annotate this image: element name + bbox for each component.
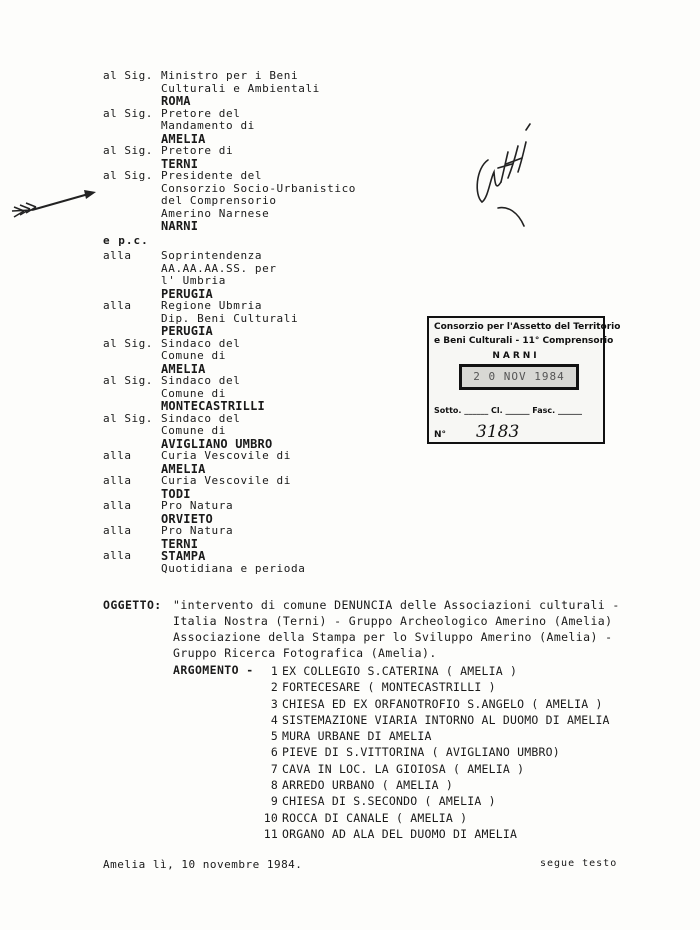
recipient-line: Soprintendenza [161, 249, 263, 262]
handwritten-annotation [468, 120, 538, 230]
recipient-entry [103, 108, 443, 146]
stamp-line-3: NARNI [492, 351, 540, 361]
recipient-city: PERUGIA [161, 286, 213, 301]
recipient-entry [103, 450, 443, 475]
topics-list [258, 663, 610, 842]
recipient-city: TERNI [161, 536, 199, 551]
topic-number: 5 [270, 729, 278, 744]
recipient-city: TERNI [161, 156, 199, 171]
recipient-prefix: alla [103, 299, 132, 312]
recipient-prefix: alla [103, 549, 132, 562]
subject-block [103, 597, 693, 661]
recipients-list-copy [103, 250, 443, 575]
topics-label: ARGOMENTO - [173, 663, 254, 677]
recipient-prefix: al Sig. [103, 69, 153, 82]
recipient-prefix: alla [103, 499, 132, 512]
topic-number: 10 [263, 810, 278, 825]
topic-number: 2 [270, 680, 278, 695]
topic-text: ROCCA DI CANALE ( AMELIA ) [282, 810, 468, 825]
recipient-line: Curia Vescovile di [161, 474, 292, 487]
arrow-icon [10, 185, 100, 225]
topic-item [258, 696, 610, 712]
topic-text: EX COLLEGIO S.CATERINA ( AMELIA ) [282, 664, 518, 678]
recipient-prefix: alla [103, 249, 132, 262]
recipient-city: TODI [161, 486, 191, 501]
recipient-line: Comune di [161, 349, 227, 362]
continued-note: segue testo [540, 858, 618, 869]
topic-text: MURA URBANE DI AMELIA [282, 729, 432, 744]
recipient-line: Mandamento di [161, 119, 255, 132]
recipient-city: MONTECASTRILLI [161, 399, 265, 413]
recipient-line: Culturali e Ambientali [161, 81, 320, 95]
recipient-line: Curia Vescovile di [161, 449, 292, 462]
topic-number: 7 [270, 761, 278, 776]
topic-text: FORTECESARE ( MONTECASTRILLI ) [282, 680, 496, 695]
recipient-line: Presidente del [161, 169, 263, 182]
recipient-prefix: al Sig. [103, 374, 153, 387]
topic-number: 9 [270, 794, 278, 809]
recipient-line: Comune di [161, 424, 227, 437]
subject-label: OGGETTO: [103, 598, 162, 612]
recipient-entry [103, 525, 443, 550]
recipient-entry [103, 145, 443, 170]
stamp-number-label: N° [434, 430, 447, 440]
recipient-prefix: al Sig. [103, 169, 153, 182]
recipient-city: ORVIETO [161, 511, 213, 526]
recipient-line: l' Umbria [161, 274, 227, 287]
stamp-line-1: Consorzio per l'Assetto del Territorio [434, 322, 621, 332]
recipient-city: PERUGIA [161, 324, 213, 338]
recipient-line: Regione Ubmria [161, 299, 263, 312]
stamp-date: 2 0 NOV 1984 [459, 364, 579, 390]
recipients-list-primary [103, 70, 443, 233]
recipient-city: STAMPA [161, 549, 206, 563]
topic-text: CHIESA ED EX ORFANOTROFIO S.ANGELO ( AMELIA ) [282, 696, 603, 711]
topic-item [258, 810, 610, 826]
recipient-entry [103, 500, 443, 525]
recipient-entry [103, 170, 443, 233]
recipient-city: AMELIA [161, 361, 206, 376]
recipient-entry [103, 413, 443, 451]
stamp-number-row [434, 422, 519, 442]
recipient-city: AMELIA [161, 131, 206, 146]
recipient-city: AVIGLIANO UMBRO [161, 436, 273, 451]
topic-item [258, 728, 610, 744]
epc-label: e p.c. [103, 233, 149, 247]
topic-item [258, 761, 610, 777]
recipient-line: del Comprensorio [161, 194, 277, 207]
recipient-line: Pretore del [161, 106, 241, 120]
recipient-line: Dip. Beni Culturali [161, 311, 299, 325]
recipient-entry [103, 338, 443, 376]
place-date: Amelia lì, 10 novembre 1984. [103, 858, 303, 871]
recipient-prefix: alla [103, 449, 132, 462]
topic-item [258, 826, 610, 842]
recipient-prefix: al Sig. [103, 106, 153, 120]
recipient-line: Ministro per i Beni [161, 69, 299, 82]
topic-text: CHIESA DI S.SECONDO ( AMELIA ) [282, 794, 496, 809]
recipient-line: Pretore di [161, 144, 234, 157]
recipient-line: Sindaco del [161, 336, 241, 350]
protocol-stamp [427, 316, 621, 444]
topic-number: 1 [270, 664, 278, 678]
recipient-prefix: al Sig. [103, 411, 153, 425]
stamp-number-value: 3183 [476, 422, 520, 442]
topic-text: ARREDO URBANO ( AMELIA ) [282, 778, 453, 793]
topic-text: PIEVE DI S.VITTORINA ( AVIGLIANO UMBRO) [282, 745, 560, 760]
recipient-line: AA.AA.AA.SS. per [161, 261, 277, 275]
subject-line-2: Italia Nostra (Terni) - Gruppo Archeologico Amerino (Amelia) [173, 614, 613, 628]
subject-line-4: Gruppo Ricerca Fotografica (Amelia). [173, 646, 437, 660]
topic-number: 4 [270, 712, 278, 727]
recipient-entry [103, 475, 443, 500]
stamp-rule [447, 442, 597, 443]
recipient-entry [103, 300, 443, 338]
recipient-prefix: alla [103, 524, 132, 537]
topic-text: ORGANO AD ALA DEL DUOMO DI AMELIA [282, 826, 518, 841]
recipient-entry [103, 375, 443, 413]
subject-line-3: Associazione della Stampa per lo Sviluppo Amerino (Amelia) - [173, 630, 613, 644]
topic-item [258, 793, 610, 809]
topic-number: 11 [263, 826, 278, 841]
recipient-line: Amerino Narnese [161, 206, 270, 220]
recipient-city: ROMA [161, 94, 191, 108]
topic-item [258, 744, 610, 760]
stamp-line-2: e Beni Culturali - 11° Comprensorio [434, 336, 614, 346]
recipient-line: Sindaco del [161, 374, 241, 387]
recipient-line: Pro Natura [161, 499, 234, 512]
recipient-prefix: alla [103, 474, 132, 487]
recipient-city: NARNI [161, 219, 199, 233]
recipient-prefix: al Sig. [103, 336, 153, 350]
topic-item [258, 679, 610, 695]
stamp-classification-row: Sotto. ______ Cl. ______ Fasc. ______ [434, 406, 582, 415]
recipient-entry [103, 70, 443, 108]
recipient-prefix: al Sig. [103, 144, 153, 157]
topic-item [258, 663, 610, 679]
recipient-line: Comune di [161, 386, 227, 400]
topic-item [258, 712, 610, 728]
subject-line-1: "intervento di comune DENUNCIA delle Associazioni culturali - [173, 598, 620, 612]
recipient-line: Consorzio Socio-Urbanistico [161, 181, 357, 195]
recipient-city: AMELIA [161, 461, 206, 476]
recipient-line: Pro Natura [161, 524, 234, 537]
topic-number: 8 [270, 778, 278, 793]
recipient-line: Sindaco del [161, 411, 241, 425]
topic-number: 6 [270, 745, 278, 760]
recipients-block [103, 70, 443, 575]
recipient-entry [103, 250, 443, 300]
topic-item [258, 777, 610, 793]
recipient-line: Quotidiana e perioda [161, 561, 306, 575]
recipient-entry [103, 550, 443, 575]
topic-text: CAVA IN LOC. LA GIOIOSA ( AMELIA ) [282, 761, 525, 776]
topic-number: 3 [270, 696, 278, 711]
topic-text: SISTEMAZIONE VIARIA INTORNO AL DUOMO DI AMELIA [282, 712, 610, 727]
